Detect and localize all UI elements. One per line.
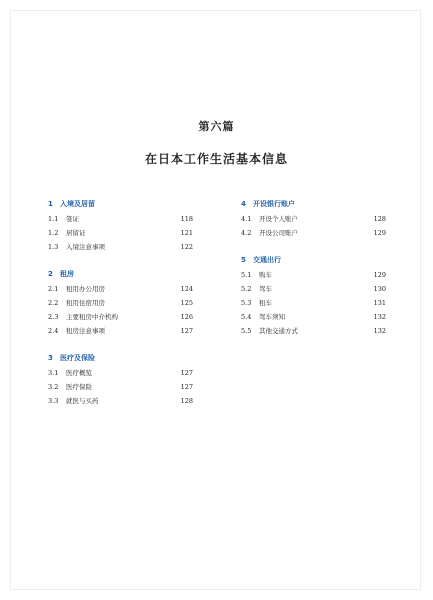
entry-number: 2.4 — [48, 327, 59, 335]
entry-number: 4.2 — [241, 229, 252, 237]
entry-page: 126 — [180, 313, 193, 321]
entry-number: 2.1 — [48, 285, 59, 293]
part-title: 第六篇 — [198, 120, 235, 133]
toc-entry[interactable] — [241, 226, 386, 240]
entry-label: 就医与买药 — [66, 397, 99, 405]
toc-entry[interactable] — [241, 310, 386, 324]
entry-number: 3.1 — [48, 369, 59, 377]
section-number: 4 — [241, 200, 246, 208]
entry-label: 主要租房中介机构 — [66, 313, 118, 321]
entry-page: 129 — [373, 271, 386, 279]
entry-number: 1.1 — [48, 215, 59, 223]
entry-page: 130 — [373, 285, 386, 293]
entry-page: 121 — [180, 229, 193, 237]
entry-label: 居留证 — [66, 229, 86, 237]
entry-number: 1.3 — [48, 243, 59, 251]
entry-number: 5.3 — [241, 299, 252, 307]
entry-label: 驾车 — [259, 285, 272, 293]
toc-entry[interactable] — [241, 282, 386, 296]
entry-page: 125 — [180, 299, 193, 307]
entry-label: 租用住宿用房 — [66, 299, 105, 307]
toc-entry[interactable] — [48, 282, 193, 296]
entry-label: 驾车须知 — [259, 313, 285, 321]
entry-number: 4.1 — [241, 215, 252, 223]
toc-entry[interactable] — [48, 296, 193, 310]
section-number: 1 — [48, 200, 53, 208]
entry-label: 入境注意事项 — [66, 243, 105, 251]
section-title: 交通出行 — [253, 256, 281, 264]
entry-label: 租用办公用房 — [66, 285, 105, 293]
entry-page: 127 — [180, 383, 193, 391]
entry-number: 5.5 — [241, 327, 252, 335]
entry-page: 132 — [373, 313, 386, 321]
toc-section-2 — [48, 268, 193, 338]
entry-number: 5.2 — [241, 285, 252, 293]
section-number: 5 — [241, 256, 246, 264]
entry-page: 131 — [373, 299, 386, 307]
entry-label: 开设个人账户 — [259, 215, 298, 223]
toc-entry[interactable] — [48, 226, 193, 240]
entry-number: 1.2 — [48, 229, 59, 237]
entry-number: 3.3 — [48, 397, 59, 405]
toc-entry[interactable] — [48, 310, 193, 324]
entry-page: 127 — [180, 369, 193, 377]
section-title: 医疗及保险 — [60, 354, 95, 362]
toc-section-3 — [48, 352, 193, 408]
entry-label: 购车 — [259, 271, 272, 279]
toc-entry[interactable] — [48, 240, 193, 254]
toc-entry[interactable] — [48, 366, 193, 380]
toc-entry[interactable] — [48, 212, 193, 226]
entry-label: 租房注意事项 — [66, 327, 105, 335]
entry-label: 租车 — [259, 299, 272, 307]
entry-page: 127 — [180, 327, 193, 335]
toc-entry[interactable] — [241, 296, 386, 310]
entry-label: 医疗概览 — [66, 369, 92, 377]
section-heading[interactable] — [48, 268, 193, 280]
section-title: 入境及居留 — [60, 200, 95, 208]
toc-section-4 — [241, 198, 386, 240]
entry-number: 3.2 — [48, 383, 59, 391]
toc-column-right — [241, 198, 386, 352]
section-number: 3 — [48, 354, 53, 362]
entry-label: 医疗保险 — [66, 383, 92, 391]
section-heading[interactable] — [48, 198, 193, 210]
entry-number: 2.2 — [48, 299, 59, 307]
entry-page: 128 — [180, 397, 193, 405]
section-heading[interactable] — [48, 352, 193, 364]
toc-entry[interactable] — [48, 380, 193, 394]
section-title: 租房 — [60, 270, 74, 278]
section-heading[interactable] — [241, 254, 386, 266]
entry-label: 开设公司账户 — [259, 229, 298, 237]
entry-page: 124 — [180, 285, 193, 293]
toc-entry[interactable] — [241, 212, 386, 226]
entry-number: 5.4 — [241, 313, 252, 321]
toc-entry[interactable] — [241, 268, 386, 282]
toc-entry[interactable] — [48, 394, 193, 408]
entry-label: 其他交通方式 — [259, 327, 298, 335]
entry-page: 118 — [180, 215, 193, 223]
entry-page: 129 — [373, 229, 386, 237]
toc-section-5 — [241, 254, 386, 338]
entry-label: 签证 — [66, 215, 79, 223]
entry-page: 132 — [373, 327, 386, 335]
entry-number: 5.1 — [241, 271, 252, 279]
section-heading[interactable] — [241, 198, 386, 210]
toc-entry[interactable] — [241, 324, 386, 338]
toc-section-1 — [48, 198, 193, 254]
entry-page: 122 — [180, 243, 193, 251]
entry-number: 2.3 — [48, 313, 59, 321]
toc-entry[interactable] — [48, 324, 193, 338]
toc-column-left — [48, 198, 193, 422]
entry-page: 128 — [373, 215, 386, 223]
section-title: 开设银行账户 — [253, 200, 295, 208]
page-title: 在日本工作生活基本信息 — [144, 152, 288, 166]
section-number: 2 — [48, 270, 53, 278]
